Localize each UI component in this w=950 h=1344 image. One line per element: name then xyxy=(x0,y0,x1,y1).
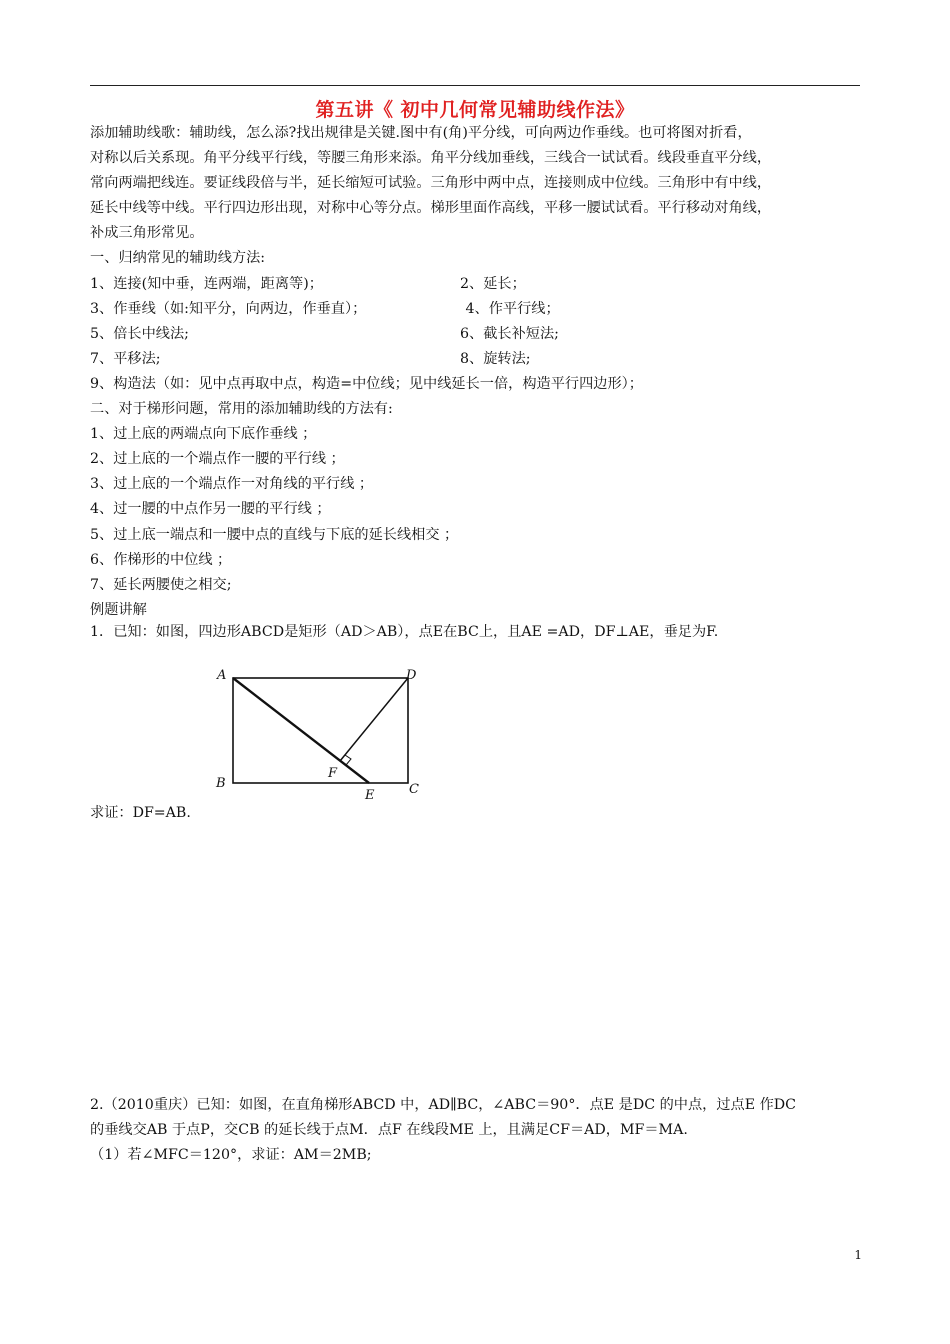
lesson-title: 第五讲《 初中几何常见辅助线作法》 xyxy=(315,99,635,121)
rectangle-figure xyxy=(205,662,445,812)
label-b: B xyxy=(216,776,226,791)
example1-prove: 求证：DF=AB. xyxy=(90,805,191,821)
segment-df xyxy=(340,678,408,761)
method-item: 5、倍长中线法; xyxy=(90,325,189,342)
method-row xyxy=(90,322,865,347)
method-item: 1、连接(知中垂，连两端，距离等)； xyxy=(90,275,323,292)
example1-statement: 1．已知：如图，四边形ABCD是矩形（AD＞AB），点E在BC上，且AE =AD，DF⊥AE，垂足为F. xyxy=(90,624,719,640)
method-row xyxy=(90,297,865,322)
method-row xyxy=(90,347,865,372)
method-item-9: 9、构造法（如：见中点再取中点，构造=中位线；见中线延长一倍，构造平行四边形）； xyxy=(90,375,643,392)
examples-heading: 例题讲解 xyxy=(90,601,147,618)
label-f: F xyxy=(328,766,338,781)
example2-question: （1）若∠MFC＝120°，求证：AM＝2MB; xyxy=(90,1147,372,1163)
song-line: 添加辅助线歌：辅助线，怎么添?找出规律是关键.图中有(角)平分线，可向两边作垂线。也可将图对折看， xyxy=(90,125,752,141)
example2 xyxy=(90,1093,865,1168)
top-rule xyxy=(90,85,860,86)
song-line: 延长中线等中线。平行四边形出现，对称中心等分点。梯形里面作高线，平移一腰试试看。平行移动对角线， xyxy=(90,200,772,217)
song-line: 补成三角形常见。 xyxy=(90,225,204,242)
section1-heading: 一、归纳常见的辅助线方法: xyxy=(90,250,266,267)
page-number: 1 xyxy=(854,1248,862,1262)
method-item: 3、作垂线（如:知平分，向两边，作垂直）； xyxy=(90,300,367,317)
method-row xyxy=(90,272,865,297)
trapezoid-method: 6、作梯形的中位线 ； xyxy=(90,551,232,568)
method-item: 4、作平行线； xyxy=(465,300,560,317)
label-a: A xyxy=(217,668,227,683)
section2-heading: 二、对于梯形问题，常用的添加辅助线的方法有: xyxy=(90,401,393,418)
method-item: 2、延长； xyxy=(460,275,526,292)
label-d: D xyxy=(406,668,417,683)
trapezoid-method: 5、过上底一端点和一腰中点的直线与下底的延长线相交 ； xyxy=(90,526,459,543)
method-item: 8、旋转法; xyxy=(460,350,531,367)
trapezoid-method: 3、过上底的一个端点作一对角线的平行线 ； xyxy=(90,476,374,493)
song-line: 常向两端把线连。要证线段倍与半，延长缩短可试验。三角形中两中点，连接则成中位线。三角形中有中线， xyxy=(90,175,772,192)
label-e: E xyxy=(365,788,375,803)
trapezoid-method: 4、过一腰的中点作另一腰的平行线 ； xyxy=(90,501,331,518)
trapezoid-method: 2、过上底的一个端点作一腰的平行线 ； xyxy=(90,451,345,468)
trapezoid-method: 7、延长两腰使之相交; xyxy=(90,576,232,593)
example2-line: 2.（2010重庆）已知：如图，在直角梯形ABCD 中，AD∥BC，∠ABC＝90°．点E 是DC 的中点，过点E 作DC xyxy=(90,1097,797,1113)
right-angle-mark xyxy=(345,755,351,765)
example2-line: 的垂线交AB 于点P，交CB 的延长线于点M．点F 在线段ME 上，且满足CF＝AD，MF＝MA. xyxy=(90,1122,688,1138)
segment-ae xyxy=(233,678,369,783)
body-text xyxy=(90,121,865,623)
method-item: 7、平移法; xyxy=(90,350,161,367)
trapezoid-method: 1、过上底的两端点向下底作垂线 ； xyxy=(90,426,317,443)
song-line: 对称以后关系现。角平分线平行线，等腰三角形来添。角平分线加垂线，三线合一试试看。线段垂直平分线， xyxy=(90,150,772,167)
method-item: 6、截长补短法; xyxy=(460,325,559,342)
label-c: C xyxy=(409,782,419,797)
rectangle-abcd xyxy=(233,678,408,783)
